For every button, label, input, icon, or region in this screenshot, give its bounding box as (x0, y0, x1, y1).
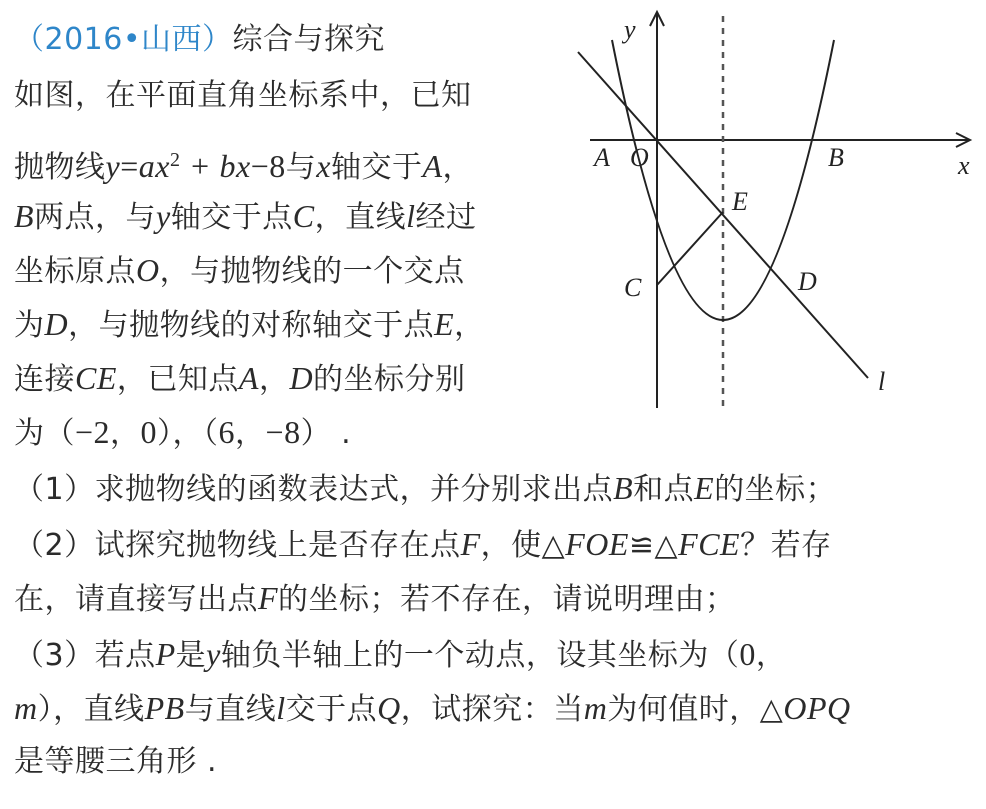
equation-y: y (105, 148, 121, 184)
intro-line-5: 为D，与抛物线的对称轴交于点E， (14, 306, 485, 343)
intro-line-2: 抛物线$y=ax^2 + bx-8$与x轴交于A， (14, 148, 474, 185)
intro-line-1: 如图，在平面直角坐标系中，已知 (14, 78, 472, 113)
question-3-line-2: m），直线PB与直线l交于点Q，试探究：当m为何值时，△OPQ (14, 690, 851, 727)
question-3-line-3: 是等腰三角形 . (14, 744, 218, 779)
question-3-line-1: （3）若点P是y轴负半轴上的一个动点，设其坐标为（0， (14, 636, 787, 673)
label-a: A (594, 143, 610, 172)
label-c: C (624, 273, 642, 302)
intro-line-7: 为（−2，0），（6，−8） . (14, 414, 352, 451)
intro-line-3: B两点，与y轴交于点C，直线l经过 (14, 198, 477, 235)
problem-source: （2016•山西） (14, 22, 233, 57)
problem-header (14, 20, 385, 60)
coordinate-figure (560, 0, 980, 420)
label-o: O (630, 143, 649, 172)
question-1: （1）求抛物线的函数表达式，并分别求出点B和点E的坐标； (14, 470, 837, 507)
label-b: B (828, 143, 844, 172)
label-y: y (624, 15, 636, 44)
question-2-line-1: （2）试探究抛物线上是否存在点F，使△FOE≌△FCE？若存 (14, 526, 832, 563)
intro-line-6: 连接CE，已知点A，D的坐标分别 (14, 360, 466, 397)
label-d: D (798, 267, 817, 296)
label-e: E (732, 187, 748, 216)
label-x: x (958, 151, 970, 180)
question-2-line-2: 在，请直接写出点F的坐标；若不存在，请说明理由； (14, 580, 736, 617)
intro-line-4: 坐标原点O，与抛物线的一个交点 (14, 252, 465, 289)
problem-category: 综合与探究 (232, 22, 386, 57)
label-l: l (878, 367, 886, 396)
